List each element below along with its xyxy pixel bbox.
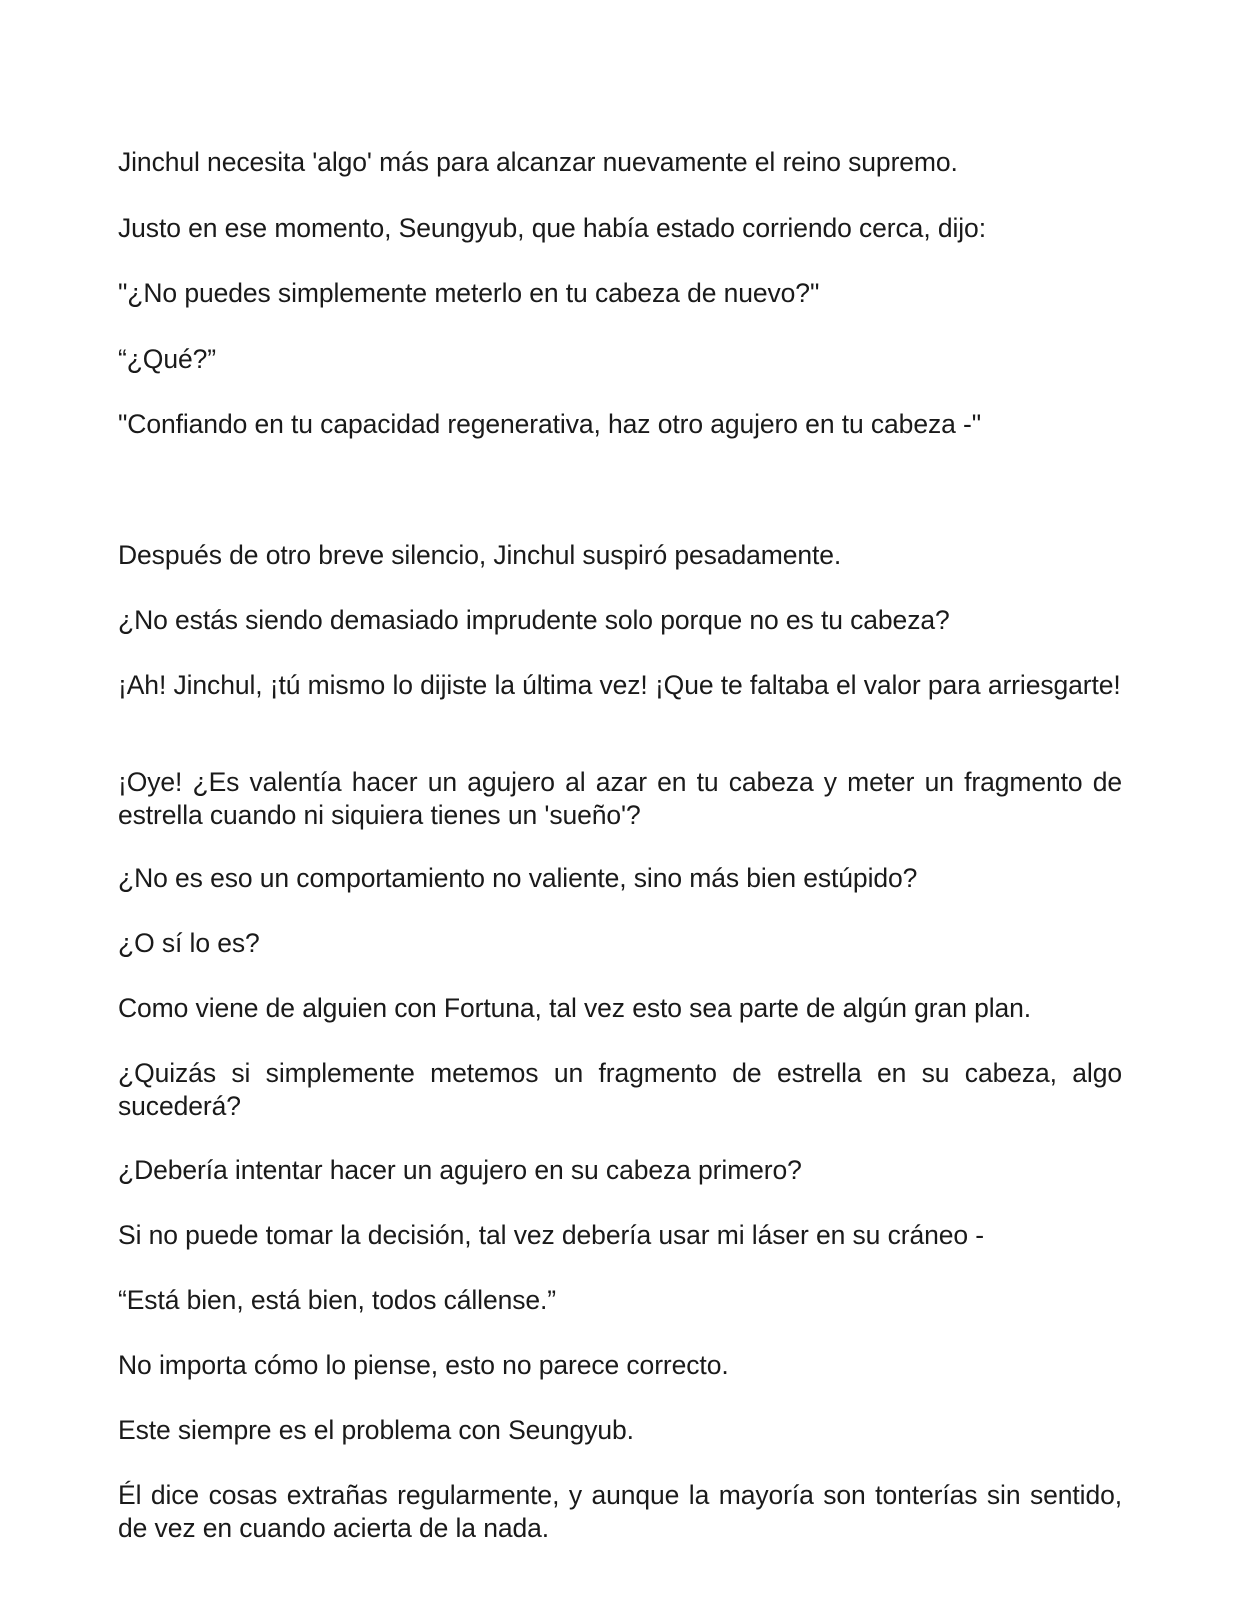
paragraph: No importa cómo lo piense, esto no parece correcto. bbox=[118, 1350, 729, 1380]
paragraph: ¿No es eso un comportamiento no valiente, sino más bien estúpido? bbox=[118, 863, 918, 893]
paragraph: ¡Ah! Jinchul, ¡tú mismo lo dijiste la última vez! ¡Que te faltaba el valor para arriesgarte! bbox=[118, 670, 1121, 700]
paragraph: ¿O sí lo es? bbox=[118, 928, 260, 958]
paragraph: Después de otro breve silencio, Jinchul suspiró pesadamente. bbox=[118, 540, 842, 570]
paragraph: Si no puede tomar la decisión, tal vez debería usar mi láser en su cráneo - bbox=[118, 1220, 984, 1250]
paragraph: ¿No estás siendo demasiado imprudente solo porque no es tu cabeza? bbox=[118, 605, 950, 635]
paragraph: Él dice cosas extrañas regularmente, y aunque la mayoría son tonterías sin sentido, de vez en cuando acierta de la nada. bbox=[118, 1480, 1122, 1543]
paragraph: "Confiando en tu capacidad regenerativa, haz otro agujero en tu cabeza -" bbox=[118, 409, 982, 439]
paragraph: ¡Oye! ¿Es valentía hacer un agujero al azar en tu cabeza y meter un fragmento de estrella cuando ni siquiera tienes un 'sueño'? bbox=[118, 767, 1122, 830]
paragraph: “Está bien, está bien, todos cállense.” bbox=[118, 1285, 557, 1315]
paragraph: "¿No puedes simplemente meterlo en tu cabeza de nuevo?" bbox=[118, 278, 820, 308]
paragraph: Como viene de alguien con Fortuna, tal vez esto sea parte de algún gran plan. bbox=[118, 993, 1032, 1023]
paragraph: Jinchul necesita 'algo' más para alcanzar nuevamente el reino supremo. bbox=[118, 147, 958, 177]
paragraph: ¿Quizás si simplemente metemos un fragmento de estrella en su cabeza, algo sucederá? bbox=[118, 1058, 1122, 1121]
paragraph: “¿Qué?” bbox=[118, 344, 216, 374]
paragraph: Este siempre es el problema con Seungyub. bbox=[118, 1415, 634, 1445]
paragraph: ¿Debería intentar hacer un agujero en su cabeza primero? bbox=[118, 1155, 802, 1185]
paragraph: Justo en ese momento, Seungyub, que había estado corriendo cerca, dijo: bbox=[118, 213, 986, 243]
